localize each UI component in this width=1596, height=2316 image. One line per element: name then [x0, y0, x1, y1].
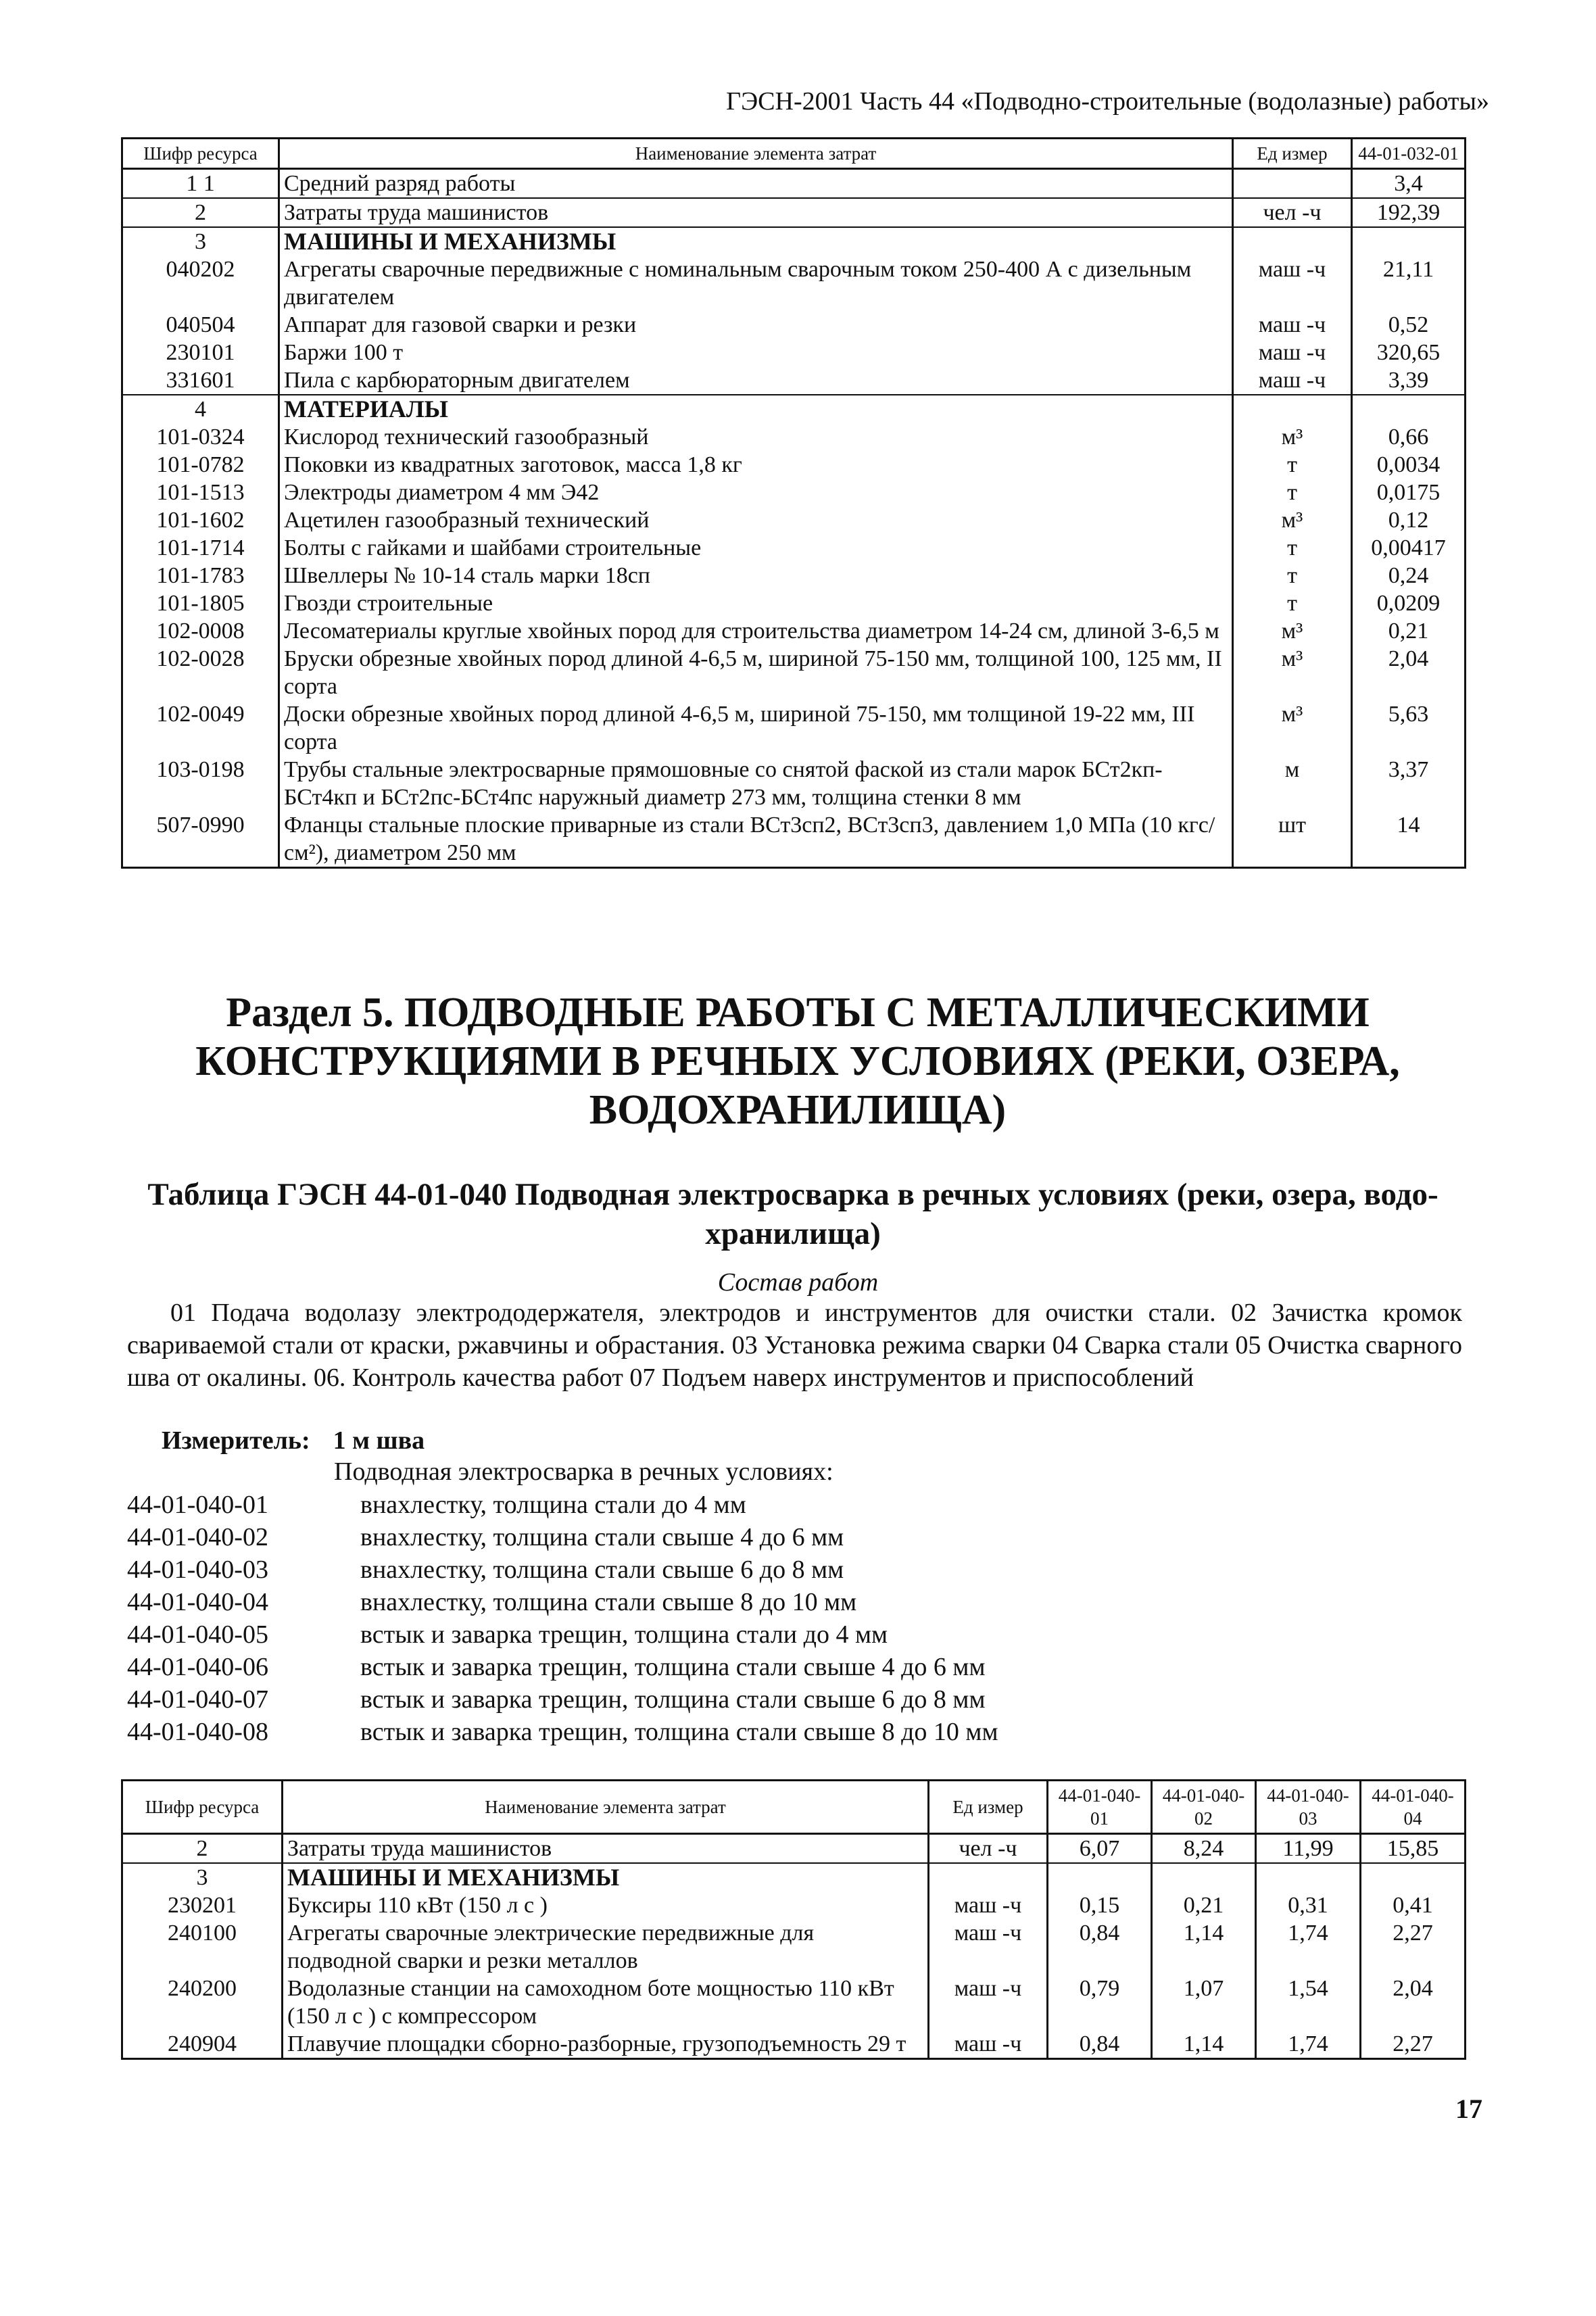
resource-code: 101-1783	[122, 562, 279, 589]
resource-unit: маш -ч	[929, 2030, 1048, 2059]
resource-code: 230101	[122, 339, 279, 366]
norm-code: 44-01-040-08	[127, 1718, 268, 1746]
resource-name: Доски обрезные хвойных пород длиной 4-6,5 м, шириной 75-150, мм толщиной 19-22 мм, III сорта	[279, 700, 1233, 756]
resource-code: 102-0008	[122, 617, 279, 645]
resource-code: 102-0028	[122, 645, 279, 700]
norm-value-3: 11,99	[1256, 1834, 1361, 1864]
norm-value-1: 0,84	[1048, 1919, 1152, 1975]
norm-value-3: 1,54	[1256, 1975, 1361, 2030]
resource-code: 3	[122, 1863, 283, 1891]
section-title-line: ВОДОХРАНИЛИЩА)	[589, 1087, 1007, 1133]
table-row	[122, 311, 1466, 339]
table-header-row	[122, 139, 1466, 169]
norm-value-1: 3,39	[1352, 366, 1466, 395]
table-row	[122, 451, 1466, 479]
table-row	[122, 534, 1466, 562]
resource-code: 240100	[122, 1919, 283, 1975]
norm-value-3: 1,74	[1256, 2030, 1361, 2059]
resource-unit: чел -ч	[929, 1834, 1048, 1864]
norm-value-4: 2,27	[1361, 2030, 1466, 2059]
resource-code: 1 1	[122, 169, 279, 199]
resource-unit: т	[1233, 589, 1352, 617]
running-header: ГЭСН-2001 Часть 44 «Подводно-строительные (водолазные) работы»	[726, 87, 1489, 116]
resource-table-44-01-032	[121, 137, 1466, 869]
section-title	[162, 988, 1433, 1134]
resource-code: 101-1714	[122, 534, 279, 562]
resource-unit	[929, 1863, 1048, 1891]
resource-unit: маш -ч	[1233, 366, 1352, 395]
norm-value-2: 0,21	[1152, 1891, 1256, 1919]
norm-value-4: 15,85	[1361, 1834, 1466, 1864]
resource-name: Кислород технический газообразный	[279, 423, 1233, 451]
list-item	[127, 1586, 998, 1618]
table-row	[122, 506, 1466, 534]
resource-name: Агрегаты сварочные передвижные с номинальным сварочным током 250-400 А с дизельным двигателем	[279, 256, 1233, 311]
list-item	[127, 1716, 998, 1748]
list-item	[127, 1553, 998, 1586]
norm-value-2	[1152, 1863, 1256, 1891]
resource-name: Трубы стальные электросварные прямошовные со снятой фаской из стали марок БСт2кп-БСт4кп и БСт2пс-БСт4пс наружный диаметр 273 мм, толщина стенки 8 мм	[279, 756, 1233, 811]
list-item	[127, 1651, 998, 1683]
norm-value-1: 320,65	[1352, 339, 1466, 366]
table-title-line: Таблица ГЭСН 44-01-040 Подводная электросварка в речных условиях (реки, озера, водо-	[147, 1177, 1438, 1212]
resource-code: 101-0782	[122, 451, 279, 479]
table-row	[122, 562, 1466, 589]
header-unit: Ед измер	[1233, 139, 1352, 169]
resource-name: Плавучие площадки сборно-разборные, грузоподъемность 29 т	[283, 2030, 929, 2059]
table-row	[122, 339, 1466, 366]
norm-description: внахлестку, толщина стали до 4 мм	[360, 1491, 746, 1519]
resource-name: Средний разряд работы	[279, 169, 1233, 199]
norm-code: 44-01-040-02	[127, 1523, 268, 1551]
norm-value-1: 0,21	[1352, 617, 1466, 645]
norm-value-3	[1256, 1863, 1361, 1891]
table-row	[122, 1891, 1466, 1919]
norm-value-1: 0,15	[1048, 1891, 1152, 1919]
resource-unit: т	[1233, 451, 1352, 479]
resource-unit: шт	[1233, 811, 1352, 868]
table-row	[122, 811, 1466, 868]
resource-unit	[1233, 227, 1352, 256]
norm-list-intro: Подводная электросварка в речных условиях:	[334, 1457, 833, 1486]
resource-name: Швеллеры № 10-14 сталь марки 18сп	[279, 562, 1233, 589]
resource-unit: маш -ч	[929, 1891, 1048, 1919]
norm-value-1: 0,84	[1048, 2030, 1152, 2059]
table-row	[122, 756, 1466, 811]
norm-value-1	[1352, 227, 1466, 256]
norm-value-2: 1,14	[1152, 1919, 1256, 1975]
table-row	[122, 1919, 1466, 1975]
resource-code: 101-1513	[122, 479, 279, 506]
norm-value-1: 2,04	[1352, 645, 1466, 700]
norm-value-1: 0,12	[1352, 506, 1466, 534]
norm-value-1: 21,11	[1352, 256, 1466, 311]
resource-name: Аппарат для газовой сварки и резки	[279, 311, 1233, 339]
resource-unit: т	[1233, 562, 1352, 589]
resource-name: Электроды диаметром 4 мм Э42	[279, 479, 1233, 506]
list-item	[127, 1618, 998, 1651]
resource-name: Агрегаты сварочные электрические передвижные для подводной сварки и резки металлов	[283, 1919, 929, 1975]
header-col-1: 44-01-040-01	[1048, 1781, 1152, 1834]
norm-value-4	[1361, 1863, 1466, 1891]
norm-code: 44-01-040-04	[127, 1588, 268, 1616]
resource-unit: маш -ч	[929, 1919, 1048, 1975]
resource-code: 507-0990	[122, 811, 279, 868]
resource-name: Пила с карбюраторным двигателем	[279, 366, 1233, 395]
resource-code: 3	[122, 227, 279, 256]
header-code: Шифр ресурса	[122, 139, 279, 169]
list-item	[127, 1521, 998, 1553]
work-composition-text: 01 Подача водолазу электрододержателя, электродов и инструментов для очистки стали. 02 Зачистка кромок свариваемой стали от краски, ржавчины и обрастания. 03 Установка режима сварки 04 Сварка стали 05 Очистка сварного шва от окалины. 06. Контроль качества работ 07 Подъем наверх инструментов и приспособлений	[127, 1299, 1462, 1392]
meter-value: 1 м шва	[333, 1426, 425, 1455]
resource-unit: маш -ч	[1233, 339, 1352, 366]
table-row	[122, 1863, 1466, 1891]
list-item	[127, 1683, 998, 1716]
norm-value-1: 0,79	[1048, 1975, 1152, 2030]
resource-unit: чел -ч	[1233, 198, 1352, 227]
norm-value-1: 0,0175	[1352, 479, 1466, 506]
norm-description: внахлестку, толщина стали свыше 4 до 6 мм	[360, 1523, 844, 1551]
norm-value-1: 6,07	[1048, 1834, 1152, 1864]
header-name: Наименование элемента затрат	[279, 139, 1233, 169]
norm-value-1: 0,0209	[1352, 589, 1466, 617]
norm-code: 44-01-040-01	[127, 1491, 268, 1519]
section-title-line: КОНСТРУКЦИЯМИ В РЕЧНЫХ УСЛОВИЯХ (РЕКИ, ОЗЕРА,	[195, 1038, 1400, 1084]
resource-unit: м³	[1233, 506, 1352, 534]
resource-code: 103-0198	[122, 756, 279, 811]
resource-code: 101-1602	[122, 506, 279, 534]
table-row	[122, 395, 1466, 423]
table-row	[122, 589, 1466, 617]
table-header-row	[122, 1781, 1466, 1834]
resource-name: Гвозди строительные	[279, 589, 1233, 617]
norm-value-1: 3,4	[1352, 169, 1466, 199]
group-heading: МАТЕРИАЛЫ	[279, 395, 1233, 423]
table-title	[120, 1175, 1466, 1253]
resource-name: Болты с гайками и шайбами строительные	[279, 534, 1233, 562]
table-row	[122, 366, 1466, 395]
table-row	[122, 1975, 1466, 2030]
meter	[162, 1426, 425, 1455]
resource-name: Лесоматериалы круглые хвойных пород для строительства диаметром 14-24 см, длиной 3-6,5 м	[279, 617, 1233, 645]
resource-unit: м	[1233, 756, 1352, 811]
resource-code: 331601	[122, 366, 279, 395]
resource-unit: м³	[1233, 617, 1352, 645]
resource-code: 101-1805	[122, 589, 279, 617]
norm-description: встык и заварка трещин, толщина стали свыше 4 до 6 мм	[360, 1653, 986, 1681]
table-row	[122, 2030, 1466, 2059]
norm-value-3: 0,31	[1256, 1891, 1361, 1919]
table-row	[122, 479, 1466, 506]
norm-code: 44-01-040-05	[127, 1620, 268, 1649]
resource-code: 040504	[122, 311, 279, 339]
norm-value-1: 0,24	[1352, 562, 1466, 589]
norm-description: встык и заварка трещин, толщина стали до 4 мм	[360, 1620, 888, 1649]
norm-description: внахлестку, толщина стали свыше 6 до 8 мм	[360, 1555, 844, 1584]
resource-unit: м³	[1233, 645, 1352, 700]
resource-unit	[1233, 395, 1352, 423]
norm-value-2: 1,07	[1152, 1975, 1256, 2030]
norm-value-1: 0,0034	[1352, 451, 1466, 479]
resource-code: 101-0324	[122, 423, 279, 451]
norm-value-1	[1352, 395, 1466, 423]
table-row	[122, 227, 1466, 256]
norm-description: встык и заварка трещин, толщина стали свыше 6 до 8 мм	[360, 1685, 986, 1714]
table-row	[122, 423, 1466, 451]
resource-code: 230201	[122, 1891, 283, 1919]
resource-code: 240904	[122, 2030, 283, 2059]
table-row	[122, 700, 1466, 756]
resource-name: Затраты труда машинистов	[283, 1834, 929, 1864]
header-name: Наименование элемента затрат	[283, 1781, 929, 1834]
table-row	[122, 198, 1466, 227]
resource-unit	[1233, 169, 1352, 199]
header-col-3: 44-01-040-03	[1256, 1781, 1361, 1834]
resource-name: Поковки из квадратных заготовок, масса 1,8 кг	[279, 451, 1233, 479]
work-composition-title: Состав работ	[717, 1268, 879, 1297]
group-heading: МАШИНЫ И МЕХАНИЗМЫ	[283, 1863, 929, 1891]
header-unit: Ед измер	[929, 1781, 1048, 1834]
table-row	[122, 645, 1466, 700]
norm-description: внахлестку, толщина стали свыше 8 до 10 мм	[360, 1588, 857, 1616]
norm-value-1: 3,37	[1352, 756, 1466, 811]
page-number: 17	[1455, 2094, 1482, 2124]
resource-unit: т	[1233, 479, 1352, 506]
resource-unit: маш -ч	[1233, 311, 1352, 339]
norm-value-1: 5,63	[1352, 700, 1466, 756]
resource-unit: м³	[1233, 700, 1352, 756]
norm-value-1: 0,00417	[1352, 534, 1466, 562]
resource-unit: маш -ч	[1233, 256, 1352, 311]
norm-value-2: 1,14	[1152, 2030, 1256, 2059]
table-row	[122, 169, 1466, 199]
resource-unit: т	[1233, 534, 1352, 562]
resource-code: 2	[122, 1834, 283, 1864]
resource-name: Ацетилен газообразный технический	[279, 506, 1233, 534]
resource-code: 040202	[122, 256, 279, 311]
list-item	[127, 1489, 998, 1521]
norm-value-1: 14	[1352, 811, 1466, 868]
resource-code: 240200	[122, 1975, 283, 2030]
norm-value-2: 8,24	[1152, 1834, 1256, 1864]
resource-code: 102-0049	[122, 700, 279, 756]
norm-value-4: 2,27	[1361, 1919, 1466, 1975]
norm-code: 44-01-040-06	[127, 1653, 268, 1681]
norm-code: 44-01-040-07	[127, 1685, 268, 1714]
resource-name: Фланцы стальные плоские приварные из стали ВСт3сп2, ВСт3сп3, давлением 1,0 МПа (10 кгс/см²), диаметром 250 мм	[279, 811, 1233, 868]
resource-name: Бруски обрезные хвойных пород длиной 4-6,5 м, шириной 75-150 мм, толщиной 100, 125 мм, II сорта	[279, 645, 1233, 700]
norm-value-4: 2,04	[1361, 1975, 1466, 2030]
norm-description: встык и заварка трещин, толщина стали свыше 8 до 10 мм	[360, 1718, 998, 1746]
norm-value-1	[1048, 1863, 1152, 1891]
resource-name: Баржи 100 т	[279, 339, 1233, 366]
resource-unit: маш -ч	[929, 1975, 1048, 2030]
norm-value-1: 0,52	[1352, 311, 1466, 339]
resource-code: 4	[122, 395, 279, 423]
resource-table-44-01-040	[121, 1779, 1466, 2060]
header-col-1: 44-01-032-01	[1352, 139, 1466, 169]
table-title-line: хранилища)	[705, 1216, 881, 1251]
resource-name: Водолазные станции на самоходном боте мощностью 110 кВт (150 л с ) с компрессором	[283, 1975, 929, 2030]
resource-code: 2	[122, 198, 279, 227]
norm-value-4: 0,41	[1361, 1891, 1466, 1919]
resource-name: Буксиры 110 кВт (150 л с )	[283, 1891, 929, 1919]
table-row	[122, 617, 1466, 645]
table-row	[122, 1834, 1466, 1864]
table-row	[122, 256, 1466, 311]
norm-value-1: 192,39	[1352, 198, 1466, 227]
norm-value-1: 0,66	[1352, 423, 1466, 451]
header-col-4: 44-01-040-04	[1361, 1781, 1466, 1834]
header-code: Шифр ресурса	[122, 1781, 283, 1834]
norm-code: 44-01-040-03	[127, 1555, 268, 1584]
resource-name: Затраты труда машинистов	[279, 198, 1233, 227]
norm-value-3: 1,74	[1256, 1919, 1361, 1975]
section-title-line: Раздел 5. ПОДВОДНЫЕ РАБОТЫ С МЕТАЛЛИЧЕСКИМИ	[226, 990, 1370, 1036]
meter-label: Измеритель:	[162, 1426, 310, 1455]
header-col-2: 44-01-040-02	[1152, 1781, 1256, 1834]
resource-unit: м³	[1233, 423, 1352, 451]
group-heading: МАШИНЫ И МЕХАНИЗМЫ	[279, 227, 1233, 256]
norm-list	[127, 1489, 998, 1748]
